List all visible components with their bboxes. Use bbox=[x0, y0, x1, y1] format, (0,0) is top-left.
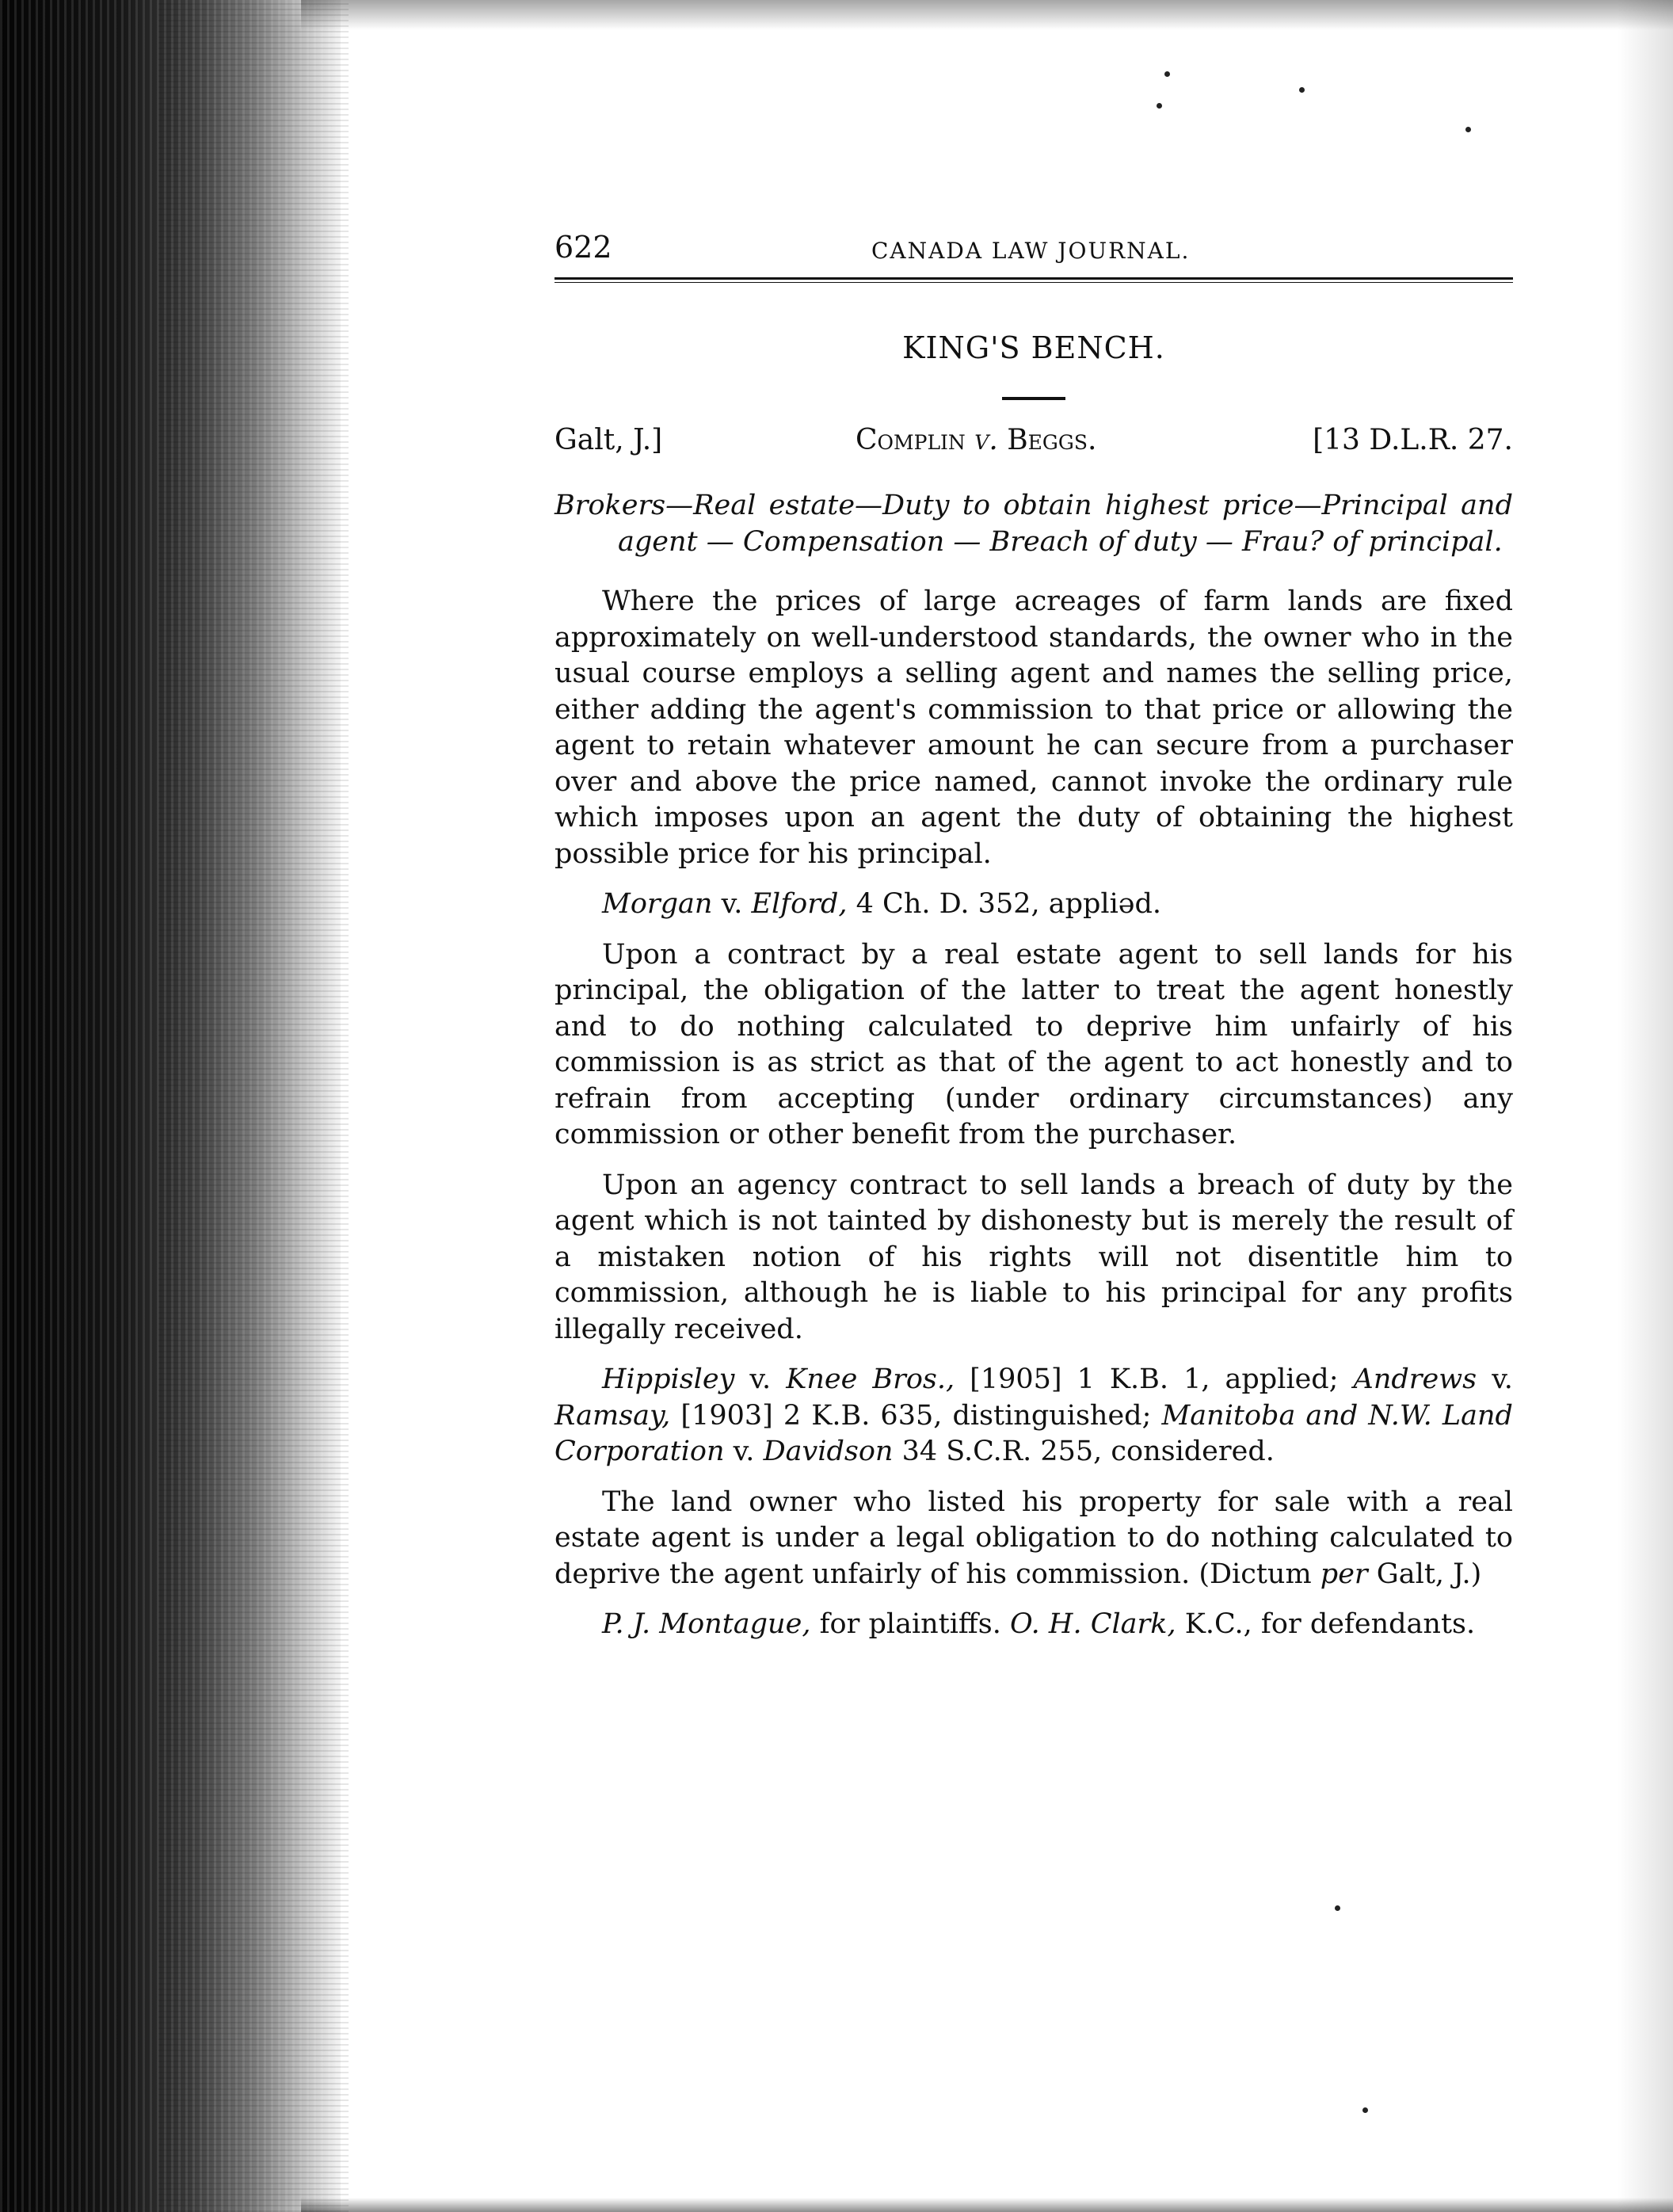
top-scan-edge bbox=[301, 0, 1673, 30]
paragraph-1: Where the prices of large acreages of farm lands are fixed approximately on well-understood standards, the owner who in the usual course employs a selling agent and names the selling price, either adding the agent's commission to that price or allowing the agent to retain whatever amount he can secure from a purchaser over and above the price named, cannot invoke the ordinary rule which imposes upon an agent the duty of obtaining the highest possible price for his principal. bbox=[554, 585, 1513, 870]
bottom-scan-edge bbox=[301, 2198, 1673, 2212]
header-rule bbox=[554, 277, 1513, 283]
scan-speck bbox=[1362, 2107, 1368, 2113]
case-citation: [13 D.L.R. 27. bbox=[1313, 424, 1513, 456]
case-caption bbox=[554, 424, 1513, 463]
running-head: CANADA LAW JOURNAL. bbox=[871, 238, 1191, 264]
paragraph-7-counsel: P. J. Montague, for plaintiffs. O. H. Clark, K.C., for defendants. bbox=[602, 1608, 1476, 1640]
scan-speck bbox=[1335, 1905, 1340, 1911]
scan-speck bbox=[1164, 71, 1170, 77]
paragraph-6: The land owner who listed his property for sale with a real estate agent is under a legal obligation to do nothing calculated to deprive the agent unfairly of his commission. (Dictum per Galt, J.) bbox=[554, 1485, 1513, 1590]
scan-speck bbox=[1157, 103, 1162, 109]
page-header bbox=[554, 214, 1513, 269]
binding-texture bbox=[158, 0, 349, 2212]
section-divider bbox=[1002, 397, 1065, 400]
paragraph-2: Morgan v. Elford, 4 Ch. D. 352, appliəd. bbox=[602, 888, 1162, 920]
case-name: Complin v. Beggs. bbox=[856, 424, 1097, 456]
court-heading: KING'S BENCH. bbox=[902, 330, 1165, 365]
page-number: 622 bbox=[554, 230, 612, 265]
paragraph-4: Upon an agency contract to sell lands a breach of duty by the agent which is not tainted by dishonesty but is merely the result of a mistaken notion of his rights will not disentitle him to commission, although he is liable to his principal for any profits illegally received. bbox=[554, 1169, 1513, 1345]
scan-speck bbox=[1465, 127, 1471, 132]
right-scan-edge bbox=[1618, 0, 1673, 2212]
journal-page bbox=[554, 214, 1513, 1643]
headnote-catchwords: Brokers—Real estate—Duty to obtain highest price—Principal and agent — Compensation — Breach of duty — Frau? of principal. bbox=[554, 490, 1513, 558]
paragraph-3: Upon a contract by a real estate agent to sell lands for his principal, the obligation of the latter to treat the agent honestly and to do nothing calculated to deprive him unfairly of his commission is as strict as that of the agent to act honestly and to refrain from accepting (under ordinary circumstances) any commission or other benefit from the purchaser. bbox=[554, 938, 1513, 1150]
judge-name: Galt, J.] bbox=[554, 424, 663, 456]
scan-speck bbox=[1299, 87, 1305, 93]
paragraph-5: Hippisley v. Knee Bros., [1905] 1 K.B. 1, applied; Andrews v. Ramsay, [1903] 2 K.B. 635, distinguished; Manitoba and N.W. Land Corporation v. Davidson 34 S.C.R. 255, considered. bbox=[554, 1363, 1513, 1467]
